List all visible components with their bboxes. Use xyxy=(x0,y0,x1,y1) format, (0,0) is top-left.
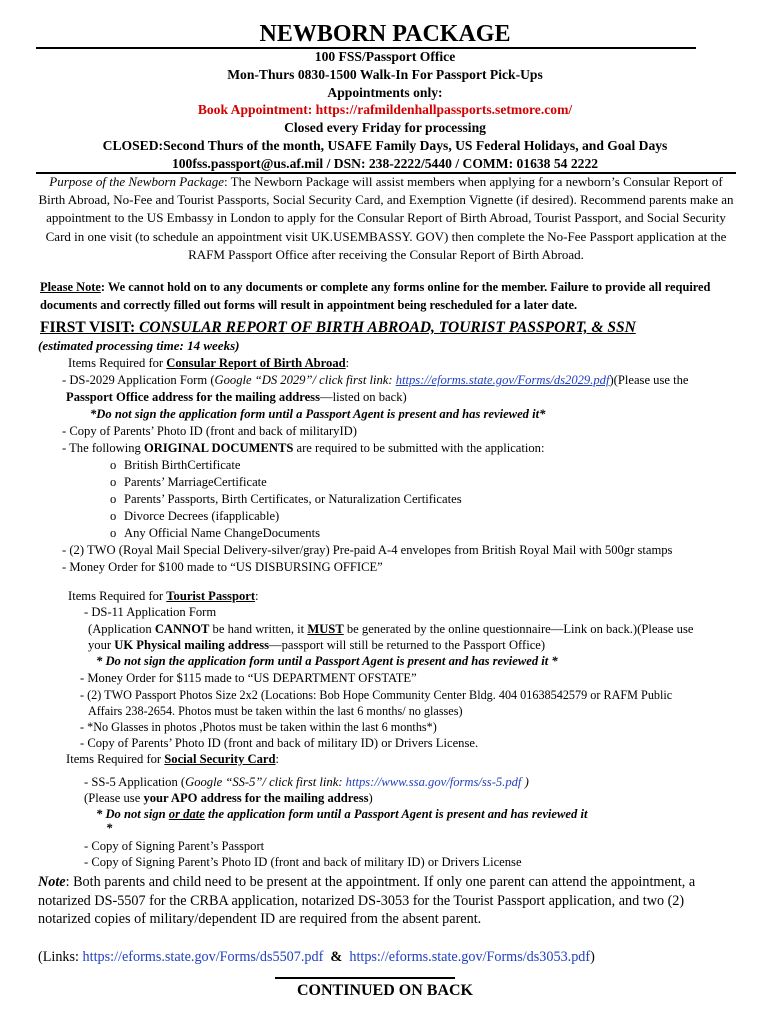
doc-label: Parents’ Passports, Birth Certificates, or Naturalization Certificates xyxy=(124,492,462,506)
book-appointment xyxy=(0,101,770,119)
purpose-text: : The Newborn Package will assist members when applying for a newborn’s Consular Report of Birth Abroad, No-Fee and Tourist Passports, Social Security Card, and Exemption Vignette (if desired). Recommend parents make an appointment to the US Embassy in London to apply for the Consular Report of Birth Abroad, Tourist Passport, and Social Security Card in one visit (to schedule an appointment visit UK.USEMBASSY. GOV) then complete the No-Fee Passport application at the RAFM Passport Office after receiving the Consular Report of Birth Abroad. xyxy=(38,174,734,262)
crba-money-order: - Money Order for $100 made to “US DISBURSING OFFICE” xyxy=(62,560,383,574)
please-note-label: Please Note xyxy=(40,280,101,294)
doc-item: o Parents’ MarriageCertificate xyxy=(110,475,267,489)
orig-c: are required to be submitted with the application: xyxy=(293,441,545,455)
ssn-heading xyxy=(66,751,279,768)
tourist-photo-id: - Copy of Parents’ Photo ID (front and back of military ID) or Drivers License. xyxy=(80,736,479,750)
ss5-item xyxy=(84,774,529,791)
ds2029-text: - DS-2029 Application Form ( xyxy=(62,373,215,387)
page-title: NEWBORN PACKAGE xyxy=(259,21,511,47)
crba-photo-id: - Copy of Parents’ Photo ID (front and back of militaryID) xyxy=(62,424,357,438)
crba-intro: Items Required for xyxy=(68,356,167,370)
uk-c: —passport will still be returned to the Passport Office) xyxy=(269,638,546,652)
apo-c: ) xyxy=(368,791,373,805)
office-name: 100 FSS/Passport Office xyxy=(314,49,456,64)
doc-label: Parents’ MarriageCertificate xyxy=(124,475,267,489)
orig-b: ORIGINAL DOCUMENTS xyxy=(143,441,294,455)
closed-second: CLOSED:Second Thurs of the month, USAFE Family Days, US Federal Holidays, and Goal Days xyxy=(102,138,668,153)
ss5-tail: ) xyxy=(521,775,529,789)
ds2029-address-bold: Passport Office address for the mailing address xyxy=(66,390,320,404)
crba-sign-warning: *Do not sign the application form until a Passport Agent is present and has reviewed it* xyxy=(90,407,546,421)
doc-item: o British BirthCertificate xyxy=(110,458,241,472)
tourist-money-order: - Money Order for $115 made to “US DEPARTMENT OFSTATE” xyxy=(80,671,417,685)
ssn-sign-warning xyxy=(96,806,587,823)
doc-label: Any Official Name ChangeDocuments xyxy=(124,526,320,540)
crba-colon: : xyxy=(345,356,350,370)
uk-a: your xyxy=(88,638,115,652)
original-documents xyxy=(62,440,544,457)
ss5-google: Google “SS-5”/ click first link: xyxy=(185,775,346,789)
tourist-sign-warning: * Do not sign the application form until a Passport Agent is present and has reviewed it * xyxy=(96,654,558,668)
footer-rule xyxy=(275,977,455,979)
ssn-colon: : xyxy=(275,752,280,766)
apo-address xyxy=(84,790,373,807)
purpose-paragraph xyxy=(36,173,736,264)
passport-photos-cont: Affairs 238-2654. Photos must be taken within the last 6 months/ no glasses) xyxy=(88,704,463,718)
ssn-intro: Items Required for xyxy=(66,752,165,766)
contact-info: 100fss.passport@us.af.mil / DSN: 238-2222/5440 / COMM: 01638 54 2222 xyxy=(171,156,599,171)
links-line xyxy=(38,948,595,966)
note-paragraph xyxy=(38,873,738,929)
tourist-heading xyxy=(68,588,259,605)
note-label: Note xyxy=(38,874,66,890)
warn-c: the application form until a Passport Agent is present and has reviewed it xyxy=(204,807,588,821)
doc-label: Divorce Decrees (ifapplicable) xyxy=(124,509,280,523)
ds2029-link[interactable]: https://eforms.state.gov/Forms/ds2029.pdf xyxy=(395,373,610,387)
tourist-colon: : xyxy=(255,589,259,603)
appointments-note: Appointments only: xyxy=(327,85,443,100)
cannot-d: MUST xyxy=(307,622,344,636)
signing-parent-passport: - Copy of Signing Parent’s Passport xyxy=(84,839,265,853)
please-note xyxy=(40,279,740,314)
crba-heading xyxy=(68,355,349,372)
links-close: ) xyxy=(590,949,595,965)
doc-item: o Any Official Name ChangeDocuments xyxy=(110,526,320,540)
ds2029-address xyxy=(66,389,407,406)
cannot-handwrite xyxy=(88,621,693,638)
note-text: : Both parents and child need to be present at the appointment. If only one parent can attend the appointment, a notarized DS-5507 for the CRBA application, notarized DS-3053 for the Tourist Passport application, and two (2) notarized copies of military/dependent ID are required from the absent parent. xyxy=(38,874,696,927)
ds2029-tail: )(Please use the xyxy=(609,373,689,387)
cannot-e: be generated by the online questionnaire—Link on back.)(Please use xyxy=(343,622,694,636)
first-visit-label: FIRST VISIT: xyxy=(40,319,140,336)
first-visit-heading xyxy=(40,318,636,338)
ds3053-link[interactable]: https://eforms.state.gov/Forms/ds3053.pdf xyxy=(349,949,591,965)
cannot-a: (Application xyxy=(88,622,155,636)
processing-time: (estimated processing time: 14 weeks) xyxy=(38,338,240,353)
first-visit-title: CONSULAR REPORT OF BIRTH ABROAD, TOURIST PASSPORT, & SSN xyxy=(139,319,636,336)
cannot-c: be hand written, it xyxy=(209,622,308,636)
book-appointment-label: Book Appointment: xyxy=(197,102,316,117)
warn-a: * Do not sign xyxy=(96,807,169,821)
ds11-item: - DS-11 Application Form xyxy=(84,605,217,619)
ds5507-link[interactable]: https://eforms.state.gov/Forms/ds5507.pdf xyxy=(82,949,324,965)
envelopes-item: - (2) TWO (Royal Mail Special Delivery-silver/gray) Pre-paid A-4 envelopes from British Royal Mail with 500gr stamps xyxy=(62,543,673,557)
purpose-label: Purpose of the Newborn Package xyxy=(49,174,225,189)
ds2029-address-tail: —listed on back) xyxy=(319,390,407,404)
ss5-link[interactable]: https://www.ssa.gov/forms/ss-5.pdf xyxy=(345,775,522,789)
no-glasses: - *No Glasses in photos ,Photos must be taken within the last 6 months*) xyxy=(80,720,437,734)
ssn-title: Social Security Card xyxy=(164,752,276,766)
signing-parent-photo-id: - Copy of Signing Parent’s Photo ID (front and back of military ID) or Drivers License xyxy=(84,855,522,869)
closed-friday: Closed every Friday for processing xyxy=(284,120,486,135)
apo-b: your APO address for the mailing address xyxy=(143,791,369,805)
ds2029-item xyxy=(62,372,689,389)
passport-photos: - (2) TWO Passport Photos Size 2x2 (Locations: Bob Hope Community Center Bldg. 404 01638542579 or RAFM Public xyxy=(80,688,673,702)
links-amp: & xyxy=(323,949,350,965)
please-note-text: : We cannot hold on to any documents or complete any forms online for the member. Failure to provide all required documents and correctly filled out forms will result in appointment being rescheduled for a later date. xyxy=(40,280,711,312)
continued-on-back: CONTINUED ON BACK xyxy=(296,982,473,999)
office-hours: Mon-Thurs 0830-1500 Walk-In For Passport Pick-Ups xyxy=(227,67,543,82)
links-open: (Links: xyxy=(38,949,83,965)
tourist-title: Tourist Passport xyxy=(166,589,256,603)
orig-a: - The following xyxy=(62,441,144,455)
book-appointment-link[interactable]: https://rafmildenhallpassports.setmore.com/ xyxy=(315,102,573,117)
doc-item: o Parents’ Passports, Birth Certificates, or Naturalization Certificates xyxy=(110,492,462,506)
ds2029-google: Google “DS 2029”/ click first link: xyxy=(214,373,396,387)
cannot-b: CANNOT xyxy=(154,622,210,636)
doc-label: British BirthCertificate xyxy=(124,458,241,472)
apo-a: (Please use xyxy=(84,791,144,805)
uk-b: UK Physical mailing address xyxy=(114,638,269,652)
ssn-warning-star: * xyxy=(106,821,113,835)
uk-address xyxy=(88,637,545,654)
tourist-intro: Items Required for xyxy=(68,589,167,603)
ss5-text: - SS-5 Application ( xyxy=(84,775,186,789)
doc-item: o Divorce Decrees (ifapplicable) xyxy=(110,509,280,523)
crba-title: Consular Report of Birth Abroad xyxy=(166,356,346,370)
warn-b: or date xyxy=(168,807,205,821)
